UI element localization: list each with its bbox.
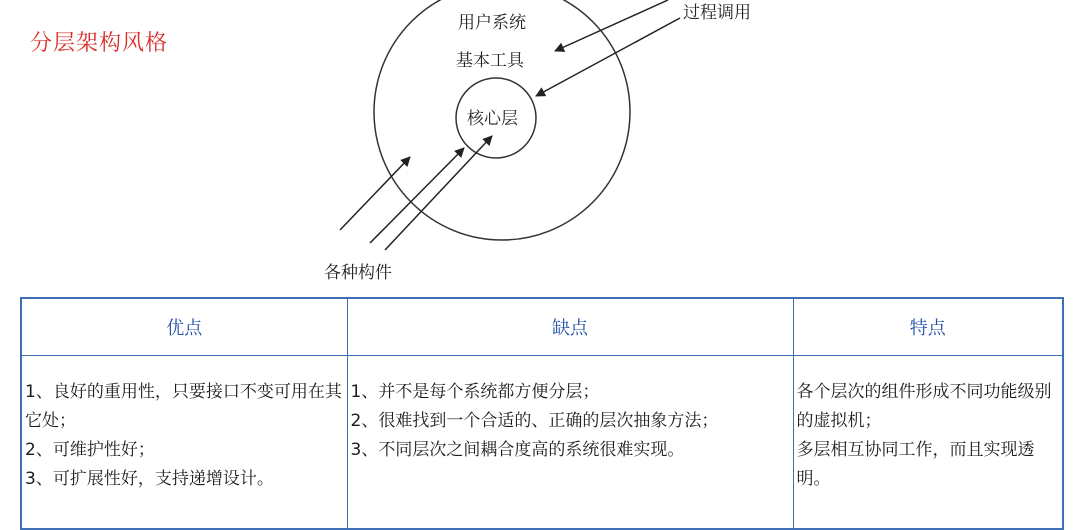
- disadvantage-item-2: 2、很难找到一个合适的、正确的层次抽象方法；: [350, 411, 719, 431]
- advantage-item-1: 1、良好的重用性，只要接口不变可用在其它处；: [25, 382, 342, 431]
- header-features: 特点: [793, 298, 1063, 356]
- advantage-item-2: 2、可维护性好；: [25, 440, 155, 460]
- comparison-table: [20, 297, 1064, 530]
- table-row: [21, 356, 1063, 530]
- call-arrow-1: [555, 0, 668, 51]
- procedure-call-label: 过程调用: [683, 3, 751, 23]
- slide-title: 分层架构风格: [30, 31, 169, 56]
- component-arrow-1: [340, 157, 410, 230]
- feature-item-2: 多层相互协同工作，而且实现透明。: [796, 440, 1035, 489]
- components-label: 各种构件: [324, 263, 392, 283]
- cell-features: [793, 356, 1063, 530]
- outer-layer-label: 用户系统: [458, 13, 526, 33]
- header-advantages: 优点: [21, 298, 347, 356]
- feature-item-1: 各个层次的组件形成不同功能级别的虚拟机；: [796, 382, 1052, 431]
- table-header-row: [21, 298, 1063, 356]
- header-disadvantages: 缺点: [347, 298, 793, 356]
- disadvantage-item-3: 3、不同层次之间耦合度高的系统很难实现。: [350, 440, 685, 460]
- middle-layer-label: 基本工具: [456, 51, 524, 71]
- cell-advantages: [21, 356, 347, 530]
- cell-disadvantages: [347, 356, 793, 530]
- disadvantage-item-1: 1、并不是每个系统都方便分层；: [350, 382, 600, 402]
- call-arrow-2: [536, 18, 680, 96]
- component-arrow-3: [385, 136, 492, 250]
- advantage-item-3: 3、可扩展性好，支持递增设计。: [25, 469, 274, 489]
- core-layer-label: 核心层: [467, 109, 518, 129]
